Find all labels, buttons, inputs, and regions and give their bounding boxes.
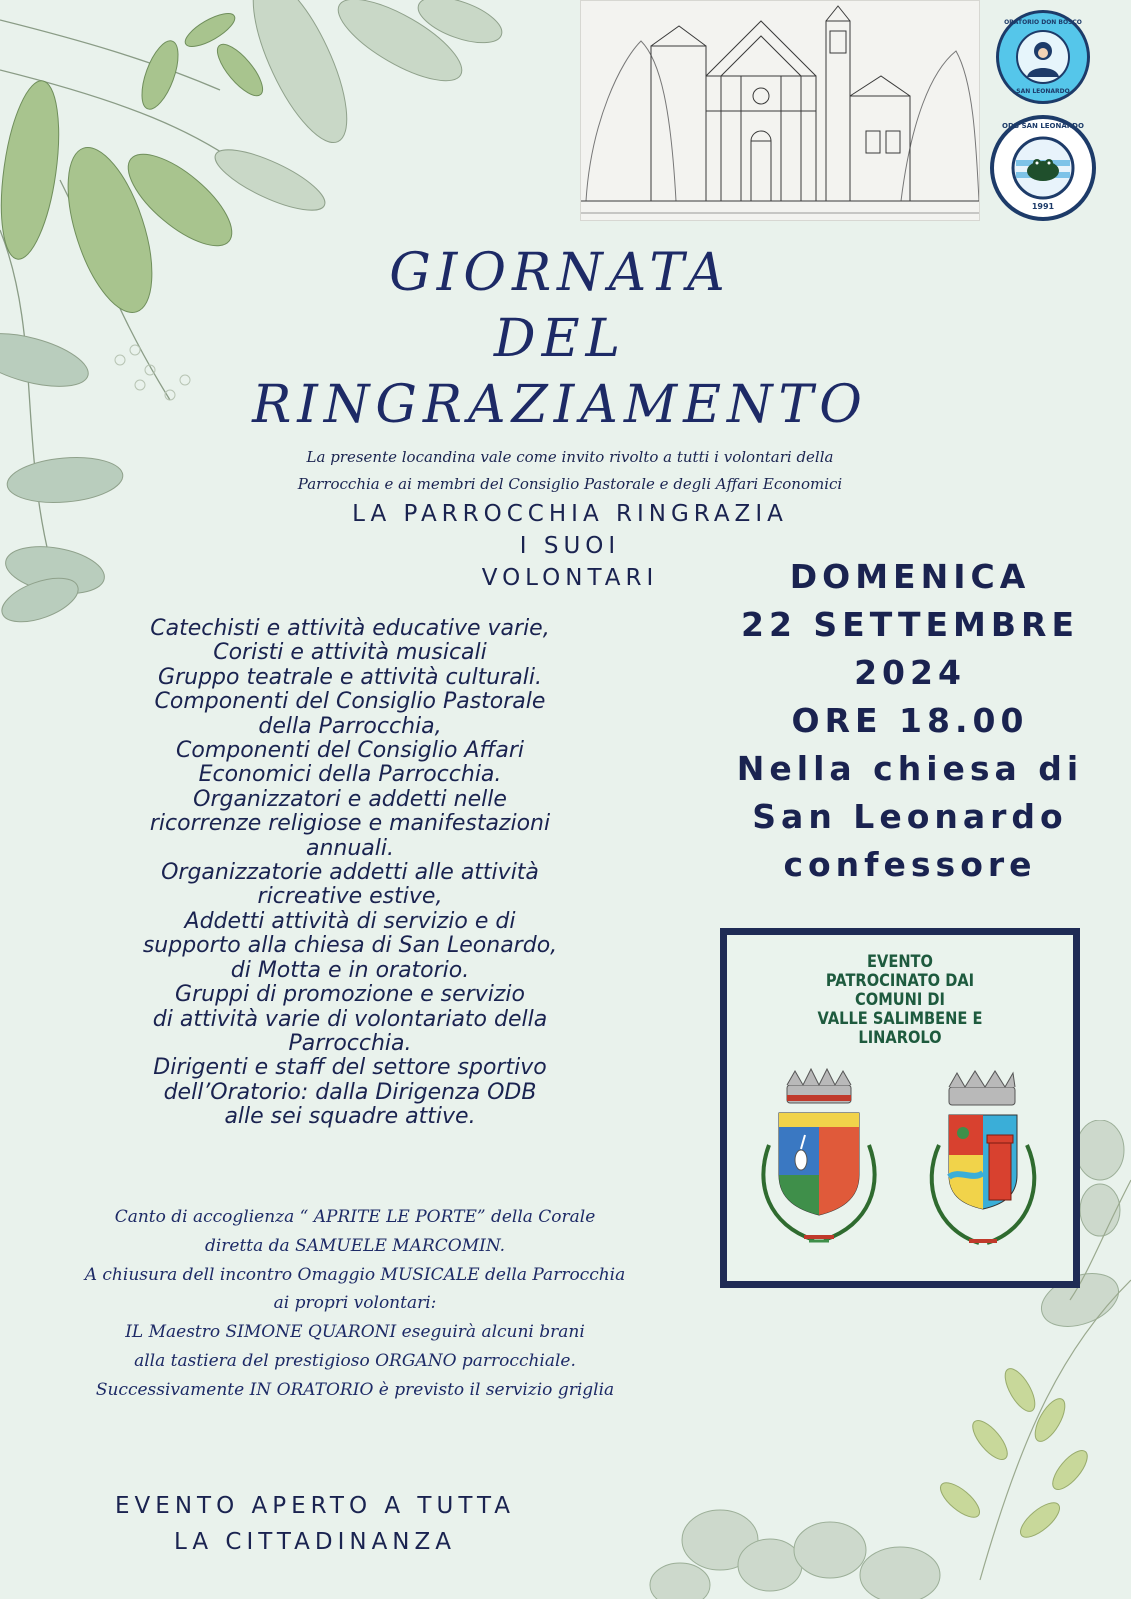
volunteer-line: Catechisti e attività educative varie, bbox=[150, 616, 550, 641]
invite-line: Parrocchia e ai membri del Consiglio Pastorale e degli Affari Economici bbox=[297, 475, 843, 493]
patronage-line: PATROCINATO DAI bbox=[825, 971, 975, 991]
volunteer-line: ricorrenze religiose e manifestazioni bbox=[149, 811, 551, 837]
program-line: alla tastiera del prestigioso ORGANO parrocchiale. bbox=[134, 1350, 576, 1371]
event-program bbox=[0, 1203, 710, 1405]
open-event-notice bbox=[40, 1488, 590, 1560]
volunteer-line: Gruppo teatrale e attività culturali. bbox=[158, 664, 542, 690]
program-line: Canto di accoglienza “ APRITE LE PORTE” della Corale bbox=[114, 1207, 596, 1227]
event-year: 2024 bbox=[854, 653, 966, 692]
title-line: GIORNATA bbox=[389, 243, 731, 303]
volunteer-line: Addetti attività di servizio e di bbox=[184, 908, 516, 934]
volunteer-groups-list bbox=[85, 617, 615, 1130]
patronage-line: COMUNI DI bbox=[855, 990, 945, 1010]
thanks-line: I SUOI bbox=[519, 533, 621, 559]
volunteer-line: annuali. bbox=[305, 835, 394, 861]
oratorio-don-bosco-logo bbox=[996, 10, 1090, 104]
title-line: RINGRAZIAMENTO bbox=[252, 375, 868, 435]
program-line: IL Maestro SIMONE QUARONI eseguirà alcuni brani bbox=[125, 1322, 585, 1343]
volunteer-line: Economici della Parrocchia. bbox=[198, 762, 502, 788]
volunteer-line: di Motta e in oratorio. bbox=[230, 957, 470, 983]
event-location-line: Nella chiesa di bbox=[736, 749, 1084, 788]
program-line: Successivamente IN ORATORIO è previsto il servizio griglia bbox=[95, 1379, 615, 1400]
patronage-line: EVENTO bbox=[867, 952, 933, 972]
event-date-location bbox=[700, 553, 1120, 889]
open-event-line: LA CITTADINANZA bbox=[174, 1529, 456, 1555]
event-day: DOMENICA bbox=[789, 557, 1031, 596]
volunteer-line: Organizzatorie addetti alle attività bbox=[161, 860, 539, 886]
logo-ring-top-text: ORATORIO DON BOSCO bbox=[1004, 19, 1082, 26]
volunteer-line: Coristi e attività musicali bbox=[213, 640, 487, 666]
event-time: ORE 18.00 bbox=[791, 701, 1029, 740]
program-line: diretta da SAMUELE MARCOMIN. bbox=[204, 1235, 506, 1256]
odb-san-leonardo-logo bbox=[990, 115, 1096, 221]
patronage-line: LINAROLO bbox=[858, 1028, 942, 1048]
event-date: 22 SETTEMBRE bbox=[741, 605, 1079, 644]
volunteer-line: dell’Oratorio: dalla Dirigenza ODB bbox=[163, 1079, 537, 1105]
volunteer-line: di attività varie di volontariato della bbox=[152, 1006, 548, 1032]
volunteer-line: Componenti del Consiglio Affari bbox=[176, 738, 524, 764]
volunteer-line: Parrocchia. bbox=[288, 1030, 412, 1056]
odb-year-text: 1991 bbox=[1031, 202, 1055, 211]
event-location-line: confessore bbox=[783, 845, 1037, 884]
patronage-text bbox=[751, 953, 1049, 1048]
open-event-line: EVENTO APERTO A TUTTA bbox=[115, 1493, 515, 1519]
church-sketch-image bbox=[580, 0, 980, 221]
title-line: DEL bbox=[493, 309, 627, 369]
volunteer-line: supporto alla chiesa di San Leonardo, bbox=[142, 933, 558, 959]
event-title bbox=[250, 240, 870, 438]
volunteer-line: della Parrocchia, bbox=[258, 713, 442, 739]
invite-notice bbox=[245, 444, 895, 498]
event-location-line: San Leonardo bbox=[752, 797, 1068, 836]
thanks-line: LA PARROCCHIA RINGRAZIA bbox=[352, 501, 788, 527]
patronage-box bbox=[720, 928, 1080, 1288]
logo-ring-bottom-text: SAN LEONARDO bbox=[1016, 88, 1070, 95]
volunteer-line: ricreative estive, bbox=[257, 884, 443, 910]
volunteer-line: Dirigenti e staff del settore sportivo bbox=[153, 1055, 547, 1081]
volunteer-line: Gruppi di promozione e servizio bbox=[175, 982, 525, 1008]
odb-ring-text: ODB SAN LEONARDO bbox=[1002, 122, 1084, 130]
program-line: A chiusura dell incontro Omaggio MUSICALE della Parrocchia bbox=[84, 1264, 626, 1285]
thanks-line: VOLONTARI bbox=[481, 565, 659, 591]
invite-line: La presente locandina vale come invito rivolto a tutti i volontari della bbox=[306, 448, 834, 466]
program-line: ai propri volontari: bbox=[273, 1293, 437, 1314]
linarolo-coat-of-arms bbox=[909, 1065, 1059, 1255]
valle-salimbene-coat-of-arms bbox=[749, 1065, 889, 1255]
patronage-line: VALLE SALIMBENE E bbox=[817, 1009, 983, 1029]
volunteer-line: Componenti del Consiglio Pastorale bbox=[154, 689, 546, 715]
volunteer-line: Organizzatori e addetti nelle bbox=[193, 786, 507, 812]
volunteer-line: alle sei squadre attive. bbox=[224, 1104, 476, 1130]
